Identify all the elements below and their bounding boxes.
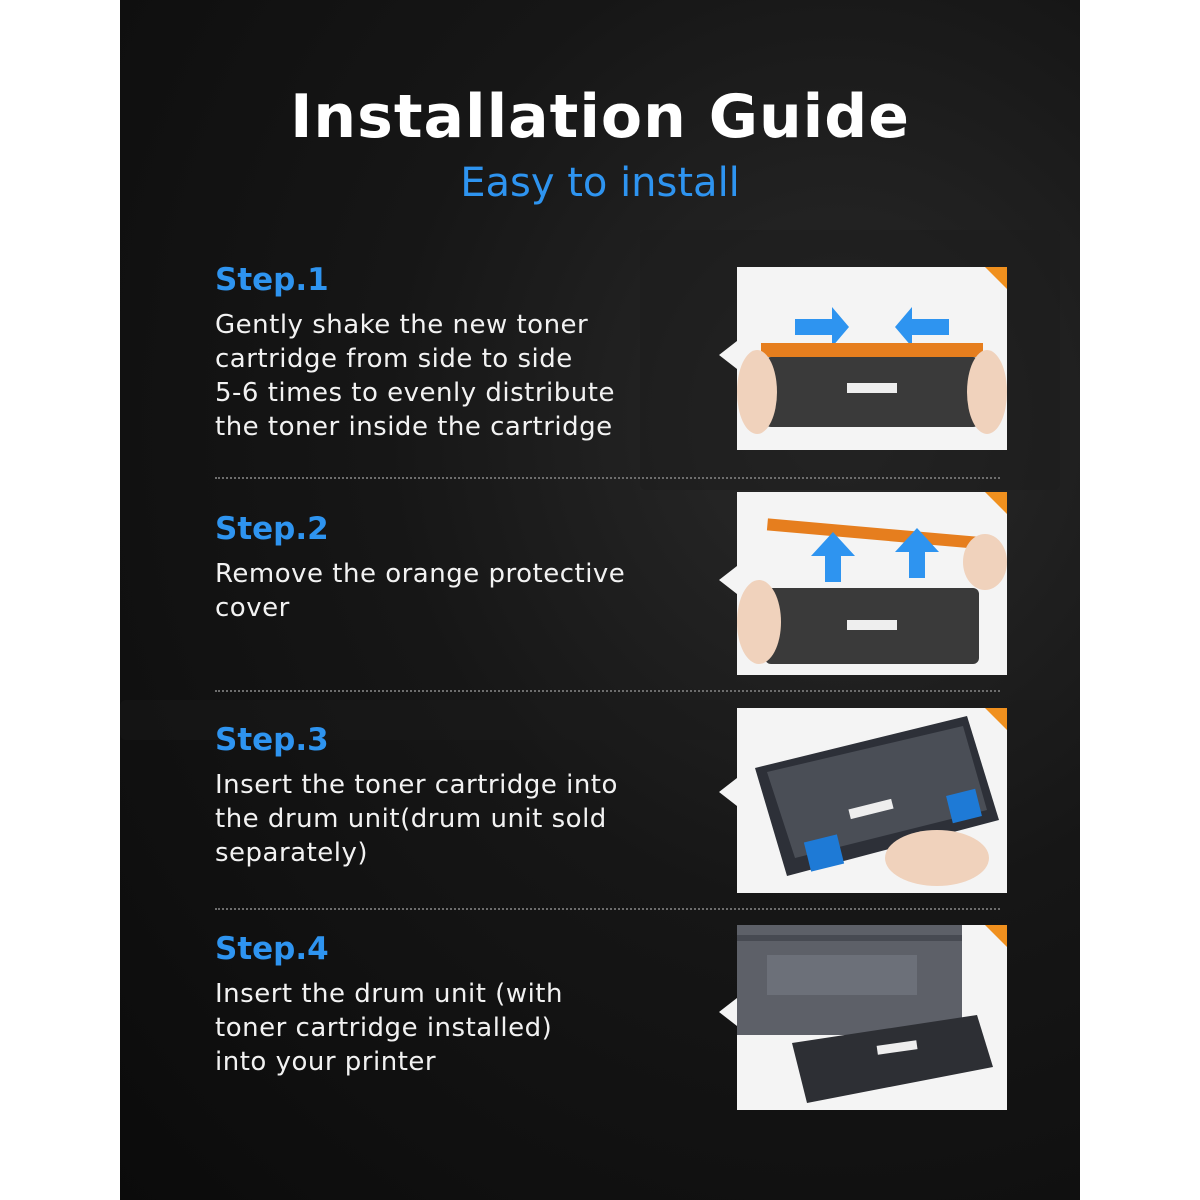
step-1-line: the toner inside the cartridge: [215, 412, 613, 442]
page-subtitle: Easy to install: [460, 160, 740, 206]
step-3-pointer: [719, 778, 737, 806]
step-2: [215, 511, 685, 625]
step-1-line: cartridge from side to side: [215, 344, 573, 374]
step-3-label: Step.3: [215, 722, 329, 758]
step-1-line: 5-6 times to evenly distribute: [215, 378, 615, 408]
insert-into-printer-photo: [737, 925, 1007, 1110]
step-1-label: Step.1: [215, 262, 329, 298]
step-4-text: [215, 977, 685, 1079]
step-4-line: into your printer: [215, 1047, 437, 1077]
step-3-line: the drum unit(drum unit sold: [215, 804, 607, 834]
step-1: [215, 262, 685, 444]
step-1-text: [215, 308, 685, 444]
shake-cartridge-photo: [737, 267, 1007, 450]
remove-cover-photo: [737, 492, 1007, 675]
insert-into-drum-photo: [737, 708, 1007, 893]
page-title: Installation Guide: [290, 82, 910, 152]
step-4-pointer: [719, 998, 737, 1026]
step-2-label: Step.2: [215, 511, 329, 547]
step-3-line: Insert the toner cartridge into: [215, 770, 618, 800]
divider: [215, 690, 1000, 692]
divider: [215, 477, 1000, 479]
step-2-line: Remove the orange protective: [215, 559, 626, 589]
step-4-line: Insert the drum unit (with: [215, 979, 563, 1009]
divider: [215, 908, 1000, 910]
step-2-pointer: [719, 566, 737, 594]
step-4: [215, 931, 685, 1079]
step-3-text: [215, 768, 685, 870]
step-3-line: separately): [215, 838, 369, 868]
step-3: [215, 722, 685, 870]
step-1-pointer: [719, 341, 737, 369]
installation-guide-panel: [120, 0, 1080, 1200]
step-1-line: Gently shake the new toner: [215, 310, 589, 340]
step-2-line: cover: [215, 593, 290, 623]
step-2-text: [215, 557, 685, 625]
step-4-line: toner cartridge installed): [215, 1013, 553, 1043]
step-4-label: Step.4: [215, 931, 329, 967]
